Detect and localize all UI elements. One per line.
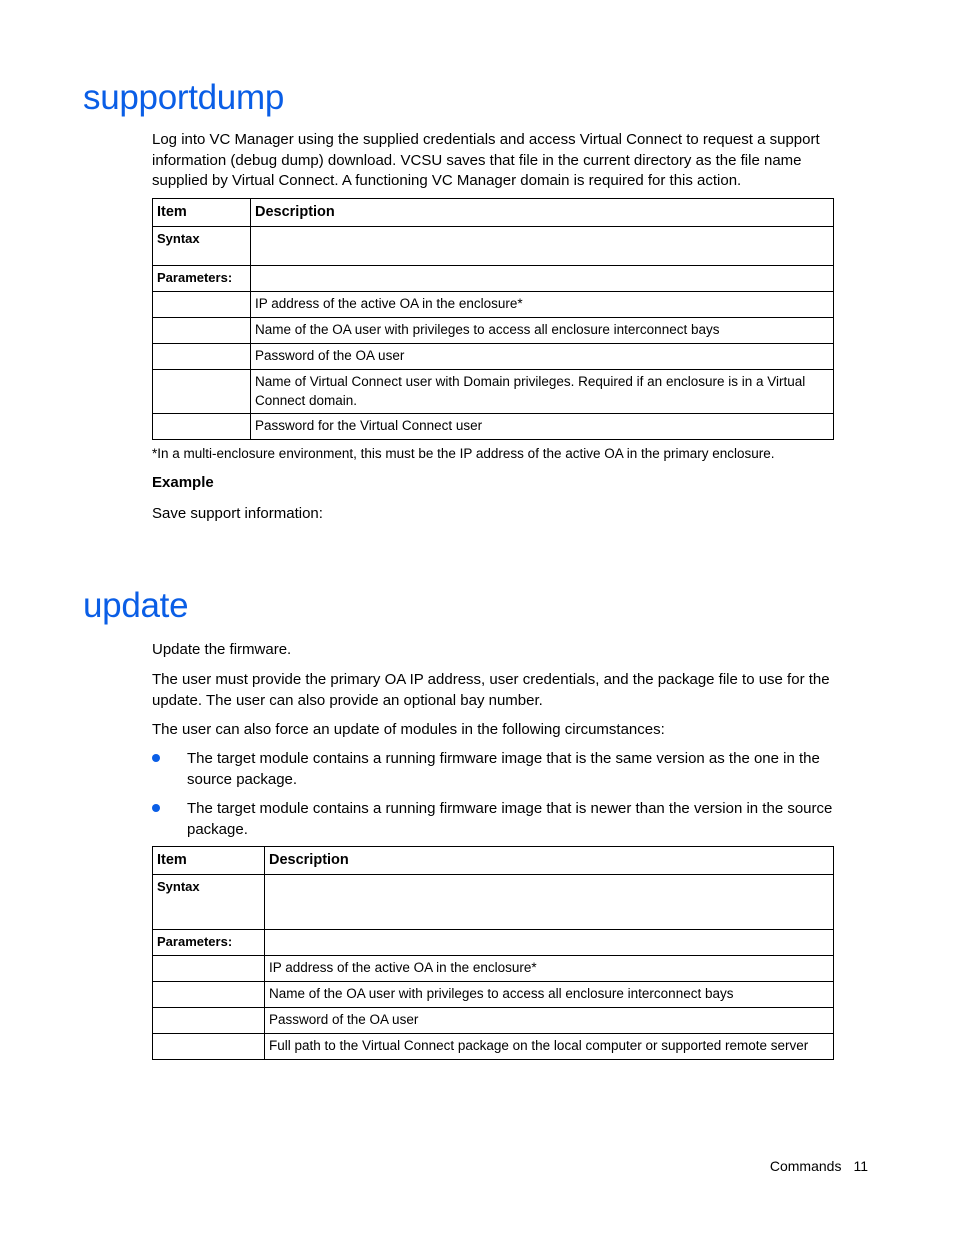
parameters-label: Parameters:: [153, 266, 251, 292]
param-name-cell: [153, 292, 251, 318]
param-description: Password of the OA user: [251, 344, 834, 370]
example-text: Save support information:: [152, 505, 323, 522]
table-header-item: Item: [153, 199, 251, 227]
param-description: Password for the Virtual Connect user: [251, 414, 834, 440]
page-footer: [758, 1158, 868, 1174]
parameters-cell: [251, 266, 834, 292]
supportdump-intro: Log into VC Manager using the supplied credentials and access Virtual Connect to request a support information (debug dump) download. VCSU saves that file in the current directory as the file name supplied by Virtual Connect. A functioning VC Manager domain is required for this action.: [152, 131, 820, 189]
table-header-item: Item: [153, 847, 265, 875]
param-name-cell: [153, 414, 251, 440]
parameters-label: Parameters:: [153, 930, 265, 956]
table-header-description: Description: [251, 199, 834, 227]
supportdump-table: [152, 198, 834, 440]
param-description: IP address of the active OA in the enclosure*: [265, 956, 834, 982]
syntax-label: Syntax: [153, 227, 251, 266]
section-title-supportdump: supportdump: [83, 78, 284, 117]
param-name-cell: [153, 1034, 265, 1060]
param-description: Full path to the Virtual Connect package on the local computer or supported remote server: [265, 1034, 834, 1060]
param-name-cell: [153, 982, 265, 1008]
section-title-update: update: [83, 586, 189, 625]
param-name-cell: [153, 1008, 265, 1034]
footer-section: Commands: [769, 1158, 842, 1174]
syntax-label: Syntax: [153, 875, 265, 930]
footnote: *In a multi-enclosure environment, this must be the IP address of the active OA in the primary enclosure.: [152, 446, 775, 461]
table-header-description: Description: [265, 847, 834, 875]
page-number: 11: [853, 1158, 868, 1174]
param-description: Name of the OA user with privileges to access all enclosure interconnect bays: [251, 318, 834, 344]
update-table: [152, 846, 834, 1060]
syntax-cell: [265, 875, 834, 930]
update-paragraph-3: The user can also force an update of modules in the following circumstances:: [152, 721, 665, 738]
param-description: Password of the OA user: [265, 1008, 834, 1034]
param-description: Name of the OA user with privileges to access all enclosure interconnect bays: [265, 982, 834, 1008]
update-paragraph-1: Update the firmware.: [152, 641, 292, 658]
update-paragraph-2: The user must provide the primary OA IP address, user credentials, and the package file to use for the update. The user can also provide an optional bay number.: [152, 671, 830, 709]
bullet-icon: [152, 754, 160, 762]
example-heading: Example: [152, 474, 214, 491]
bullet-text: The target module contains a running firmware image that is newer than the version in the source package.: [187, 800, 833, 838]
parameters-cell: [265, 930, 834, 956]
param-description: IP address of the active OA in the enclosure*: [251, 292, 834, 318]
param-name-cell: [153, 956, 265, 982]
bullet-icon: [152, 804, 160, 812]
bullet-text: The target module contains a running firmware image that is the same version as the one in the source package.: [187, 750, 820, 788]
param-name-cell: [153, 318, 251, 344]
param-name-cell: [153, 344, 251, 370]
param-name-cell: [153, 370, 251, 414]
syntax-cell: [251, 227, 834, 266]
param-description: Name of Virtual Connect user with Domain privileges. Required if an enclosure is in a Virtual Connect domain.: [251, 370, 834, 414]
